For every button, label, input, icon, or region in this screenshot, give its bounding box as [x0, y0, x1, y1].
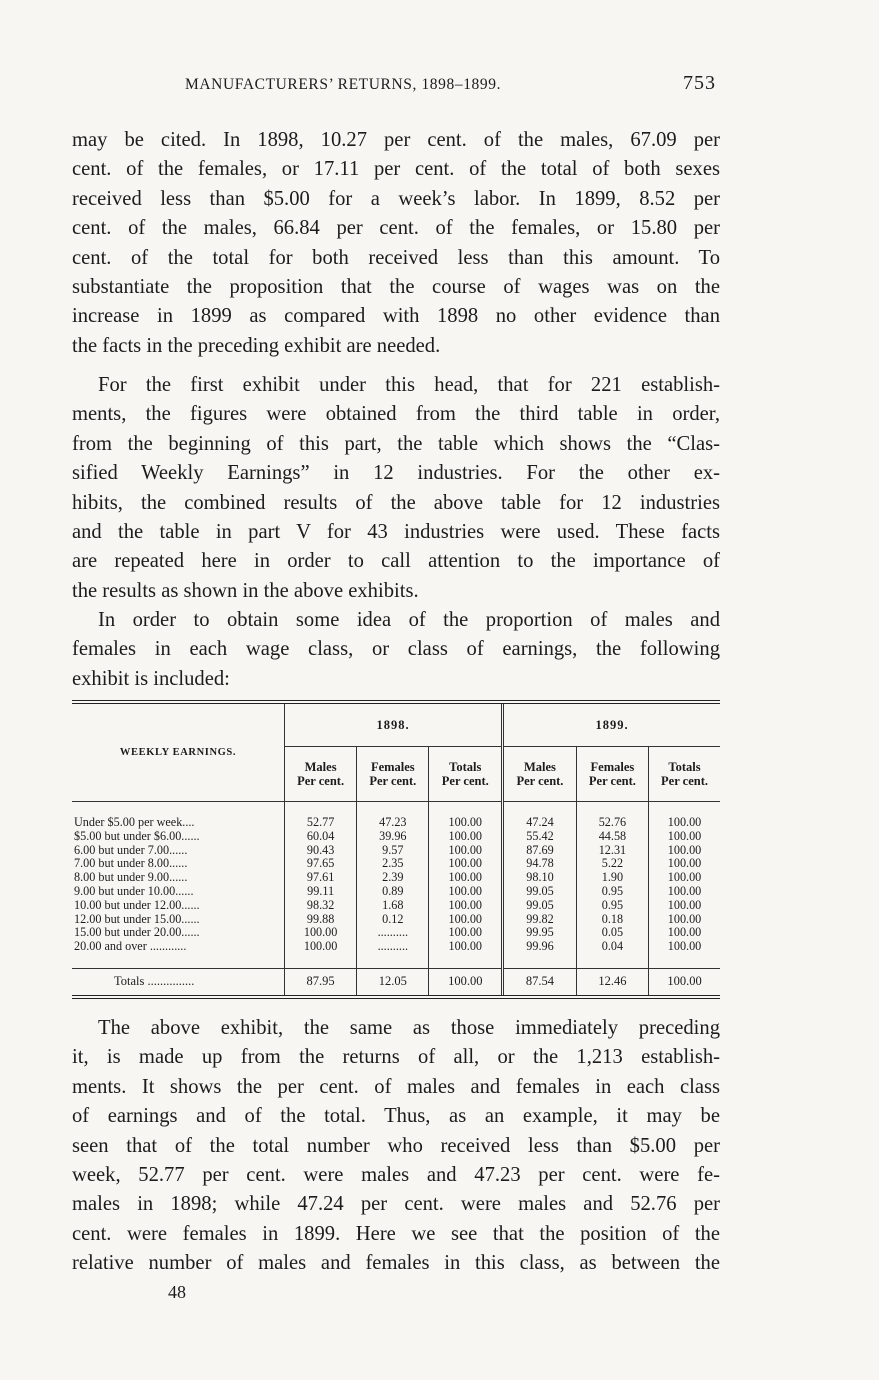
- table-cell: 0.12: [357, 913, 429, 927]
- table-cell: 100.00: [429, 899, 503, 913]
- table-cell: 99.88: [285, 913, 357, 927]
- text-line: may be cited. In 1898, 10.27 per cent. of the males, 67.09 per: [72, 129, 720, 151]
- row-label: 20.00 and over ............: [74, 939, 187, 954]
- table-cell: 0.95: [576, 885, 648, 899]
- row-label: 8.00 but under 9.00......: [74, 870, 188, 885]
- table-cell: 98.32: [285, 899, 357, 913]
- paragraph-3: [72, 606, 720, 694]
- row-label: 15.00 but under 20.00......: [74, 925, 200, 940]
- table-cell: 1.68: [357, 899, 429, 913]
- table-cell: 100.00: [649, 844, 720, 858]
- table-row: [72, 857, 720, 871]
- table-cell: 52.77: [285, 816, 357, 830]
- text-line: exhibit is included:: [72, 667, 230, 690]
- text-line: ments. It shows the per cent. of males and females in each class: [72, 1075, 720, 1098]
- text-line: cent. were females in 1899. Here we see that the position of the: [72, 1222, 720, 1245]
- text-line: increase in 1899 as compared with 1898 no other evidence than: [72, 305, 720, 328]
- table-cell: 100.00: [429, 857, 503, 871]
- table-cell: 47.23: [357, 816, 429, 830]
- text-line: are repeated here in order to call attention to the importance of: [72, 550, 720, 573]
- table-bottom-rule: [72, 995, 720, 999]
- table-cell: 0.04: [576, 940, 648, 954]
- col-totals-1898: Totals Per cent.: [429, 747, 503, 802]
- table-cell: 100.00: [649, 940, 720, 954]
- table-cell: 100.00: [429, 940, 503, 954]
- table-cell: 100.00: [429, 913, 503, 927]
- text-line: relative number of males and females in this class, as between the: [72, 1252, 720, 1275]
- totals-cell: 87.54: [503, 968, 577, 995]
- table-cell: 100.00: [649, 857, 720, 871]
- table-cell: 99.95: [503, 926, 577, 940]
- table-cell: 99.82: [503, 913, 577, 927]
- table-cell: 100.00: [429, 844, 503, 858]
- table-cell: 99.11: [285, 885, 357, 899]
- row-label: 6.00 but under 7.00......: [74, 842, 188, 857]
- text-line: received less than $5.00 for a week’s labor. In 1899, 8.52 per: [72, 187, 720, 210]
- table-cell: 99.05: [503, 899, 577, 913]
- page-header: [70, 72, 720, 100]
- table-row: [72, 816, 720, 830]
- table-row: [72, 844, 720, 858]
- totals-cell: 12.46: [576, 968, 648, 995]
- table-cell: ..........: [357, 926, 429, 940]
- totals-label: Totals ...............: [72, 968, 285, 995]
- text-line: cent. of the males, 66.84 per cent. of the females, or 15.80 per: [72, 217, 720, 240]
- table-cell: 60.04: [285, 830, 357, 844]
- totals-cell: 12.05: [357, 968, 429, 995]
- table-row: [72, 926, 720, 940]
- text-line: the facts in the preceding exhibit are needed.: [72, 334, 441, 357]
- text-line: hibits, the combined results of the above table for 12 industries: [72, 491, 720, 514]
- text-line: cent. of the females, or 17.11 per cent. of the total of both sexes: [72, 158, 720, 181]
- table-cell: 39.96: [357, 830, 429, 844]
- table-row: [72, 830, 720, 844]
- text-line: the results as shown in the above exhibits.: [72, 579, 419, 602]
- table-cell: 2.39: [357, 871, 429, 885]
- text-line: seen that of the total number who received less than $5.00 per: [72, 1134, 720, 1157]
- table-cell: 97.65: [285, 857, 357, 871]
- row-label: Under $5.00 per week....: [74, 815, 195, 829]
- text-line: ments, the figures were obtained from the third table in order,: [72, 403, 720, 426]
- col-females-1898: Females Per cent.: [357, 747, 429, 802]
- table-cell: 5.22: [576, 857, 648, 871]
- table-cell: 0.89: [357, 885, 429, 899]
- totals-cell: 87.95: [285, 968, 357, 995]
- signature-folio: 48: [168, 1282, 186, 1302]
- text-line: from the beginning of this part, the table which shows the “Clas-: [72, 432, 720, 455]
- text-line: substantiate the proposition that the course of wages was on the: [72, 276, 720, 299]
- table-cell: 100.00: [429, 885, 503, 899]
- table-cell: 2.35: [357, 857, 429, 871]
- text-line: cent. of the total for both received less than this amount. To: [72, 246, 720, 269]
- table-cell: 98.10: [503, 871, 577, 885]
- table-row: [72, 871, 720, 885]
- table-cell: 12.31: [576, 844, 648, 858]
- text-line: it, is made up from the returns of all, or the 1,213 establish-: [72, 1046, 720, 1069]
- table-cell: 1.90: [576, 871, 648, 885]
- totals-cell: 100.00: [429, 968, 503, 995]
- row-label: 7.00 but under 8.00......: [74, 856, 188, 871]
- text-line: In order to obtain some idea of the proportion of males and: [98, 609, 720, 631]
- table-cell: 100.00: [285, 940, 357, 954]
- table-cell: 99.96: [503, 940, 577, 954]
- table-row: [72, 899, 720, 913]
- table-cell: 100.00: [649, 885, 720, 899]
- table-cell: 9.57: [357, 844, 429, 858]
- text-line: and the table in part V for 43 industries were used. These facts: [72, 521, 720, 544]
- row-label: 9.00 but under 10.00......: [74, 883, 194, 898]
- table-cell: ..........: [357, 940, 429, 954]
- table-cell: 99.05: [503, 885, 577, 899]
- table-cell: 55.42: [503, 830, 577, 844]
- paragraph-1: [72, 126, 720, 361]
- running-title: MANUFACTURERS’ RETURNS, 1898–1899.: [185, 76, 502, 93]
- table-cell: 100.00: [285, 926, 357, 940]
- table-row: [72, 885, 720, 899]
- table-row: [72, 940, 720, 954]
- paragraph-2: [72, 371, 720, 606]
- row-label: $5.00 but under $6.00......: [74, 828, 200, 843]
- table-cell: 100.00: [429, 871, 503, 885]
- year-header-1899: 1899.: [503, 704, 720, 747]
- table-cell: 100.00: [429, 816, 503, 830]
- table-cell: 100.00: [649, 830, 720, 844]
- year-header-1898: 1898.: [285, 704, 503, 747]
- table-cell: 0.95: [576, 899, 648, 913]
- table-cell: 100.00: [429, 830, 503, 844]
- text-line: sified Weekly Earnings” in 12 industries. For the other ex-: [72, 462, 720, 485]
- table-cell: 47.24: [503, 816, 577, 830]
- col-males-1899: Males Per cent.: [503, 747, 577, 802]
- paragraph-4: [72, 1014, 720, 1279]
- totals-cell: 100.00: [649, 968, 720, 995]
- table-cell: 100.00: [649, 816, 720, 830]
- table-cell: 52.76: [576, 816, 648, 830]
- table-cell: 87.69: [503, 844, 577, 858]
- text-line: For the first exhibit under this head, that for 221 establish-: [98, 374, 720, 396]
- page-number: 753: [683, 72, 716, 94]
- table-cell: 100.00: [649, 899, 720, 913]
- table-cell: 100.00: [649, 926, 720, 940]
- earnings-table: [72, 700, 720, 999]
- stub-header: WEEKLY EARNINGS.: [72, 704, 285, 802]
- col-females-1899: Females Per cent.: [576, 747, 648, 802]
- text-line: of earnings and of the total. Thus, as an example, it may be: [72, 1105, 720, 1128]
- text-line: week, 52.77 per cent. were males and 47.23 per cent. were fe-: [72, 1164, 720, 1187]
- table-cell: 97.61: [285, 871, 357, 885]
- text-line: The above exhibit, the same as those immediately preceding: [98, 1017, 720, 1039]
- text-line: females in each wage class, or class of earnings, the following: [72, 638, 720, 661]
- table-cell: 100.00: [649, 871, 720, 885]
- table-cell: 100.00: [649, 913, 720, 927]
- text-line: males in 1898; while 47.24 per cent. were males and 52.76 per: [72, 1193, 720, 1216]
- col-males-1898: Males Per cent.: [285, 747, 357, 802]
- table-cell: 94.78: [503, 857, 577, 871]
- table-cell: 44.58: [576, 830, 648, 844]
- row-label: 12.00 but under 15.00......: [74, 911, 200, 926]
- table-row: [72, 913, 720, 927]
- table-cell: 0.05: [576, 926, 648, 940]
- table-cell: 90.43: [285, 844, 357, 858]
- table-cell: 0.18: [576, 913, 648, 927]
- row-label: 10.00 but under 12.00......: [74, 897, 200, 912]
- table-cell: 100.00: [429, 926, 503, 940]
- col-totals-1899: Totals Per cent.: [649, 747, 720, 802]
- totals-row: [72, 968, 720, 995]
